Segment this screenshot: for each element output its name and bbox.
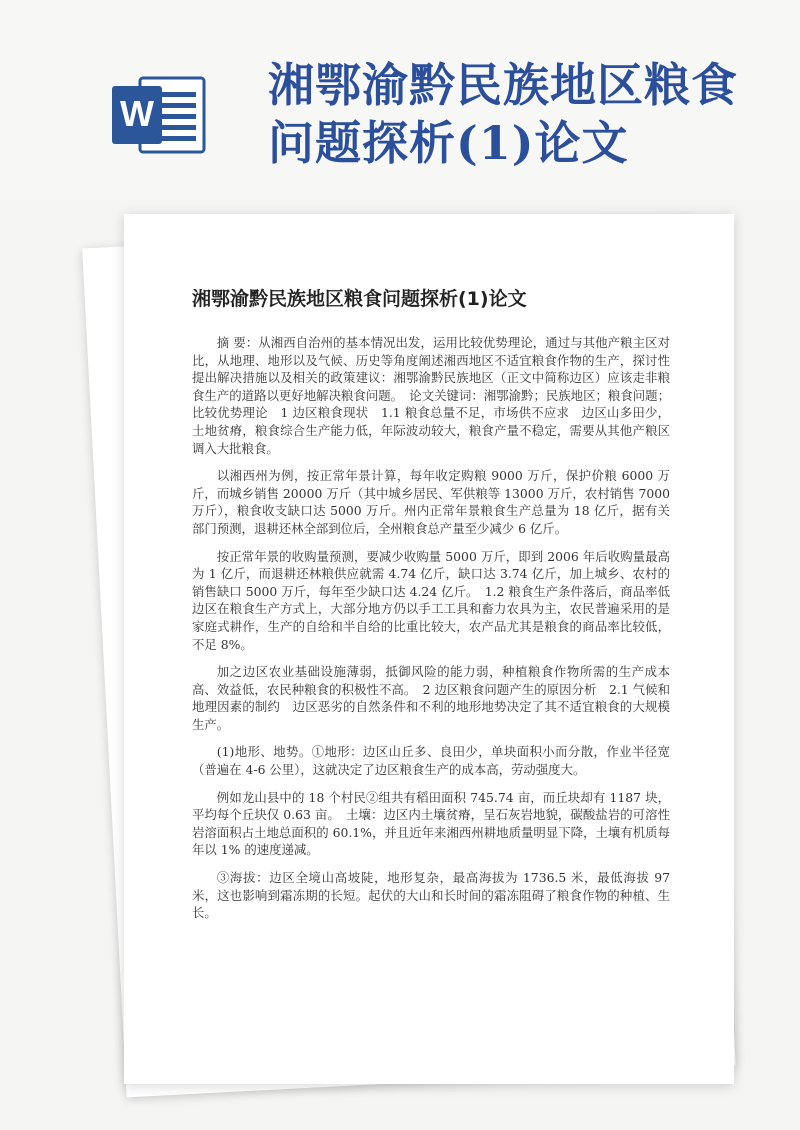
paragraph-abstract: 摘 要：从湘西自治州的基本情况出发，运用比较优势理论，通过与其他产粮主区对比，从地理、地形以及气候、历史等角度阐述湘西地区不适宜粮食作物的生产，探讨性提出解决措施以及相关的政策建议：湘鄂渝黔民族地区（正文中简称边区）应该走非粮食生产的道路以更好地解决粮食问题。 论文关键词：湘鄂渝黔；民族地区；粮食问题；比较优势理论 1 边区粮食现状 1.1 粮食总量不足，市场供不应求 边区山多田少，土地贫瘠，粮食综合生产能力低，年际波动较大，粮食产量不稳定，需要从其他产粮区调入大批粮食。 — [192, 335, 670, 456]
svg-text:W: W — [120, 93, 154, 134]
word-document-icon — [110, 72, 210, 158]
paragraph-causes: 加之边区农业基础设施薄弱，抵御风险的能力弱，种植粮食作物所需的生产成本高、效益低，农民种粮食的积极性不高。 2 边区粮食问题产生的原因分析 2.1 气候和地理因素的制约 边区恶劣的自然条件和不利的地形地势决定了其不适宜粮食的大规模生产。 — [192, 664, 670, 732]
paragraph-terrain: (1)地形、地势。①地形：边区山丘多、良田少，单块面积小而分散，作业半径宽（普遍在 4-6 公里），这就决定了边区粮食生产的成本高，劳动强度大。 — [192, 744, 670, 778]
document-title: 湘鄂渝黔民族地区粮食问题探析(1)论文 — [192, 288, 527, 310]
paragraph-altitude: ③海拔：边区全境山高坡陡，地形复杂，最高海拔为 1736.5 米，最低海拔 97 米，这也影响到霜冻期的长短。起伏的大山和长时间的霜冻阻碍了粮食作物的种植、生长。 — [192, 870, 670, 921]
page-header — [0, 0, 800, 200]
document-page — [124, 214, 734, 1084]
paragraph-xiangxi-example: 以湘西州为例，按正常年景计算，每年收定购粮 9000 万斤，保护价粮 6000 万斤，而城乡销售 20000 万斤（其中城乡居民、军供粮等 13000 万斤，农村销售 7000 万斤），粮食收支缺口达 5000 万斤。州内正常年景粮食生产总量为 18 亿斤，据有关部门预测，退耕还林全部到位后，全州粮食总产量至少减少 6 亿斤。 — [192, 468, 670, 536]
header-title: 湘鄂渝黔民族地区粮食问题探析(1)论文 — [268, 58, 738, 170]
paragraph-longshan-example: 例如龙山县中的 18 个村民②组共有稻田面积 745.74 亩，而丘块却有 1187 块，平均每个丘块仅 0.63 亩。 土壤：边区内土壤贫瘠，呈石灰岩地貌，碳酸盐岩的可溶性岩溶面积占土地总面积的 60.1%，并且近年来湘西州耕地质量明显下降，土壤有机质每年以 1% 的速度递减。 — [192, 789, 670, 858]
document-body — [192, 334, 683, 932]
paragraph-forecast: 按正常年景的收购量预测，要减少收购量 5000 万斤，即到 2006 年后收购量最高为 1 亿斤，而退耕还林粮供应就需 4.74 亿斤，缺口达 3.74 亿斤，加上城乡、农村的销售缺口 5000 万斤，每年至少缺口达 4.24 亿斤。 1.2 粮食生产条件落后，商品率低 边区在粮食生产方式上，大部分地方仍以手工工具和畜力农具为主，农民普遍采用的是家庭式耕作，生产的自给和半自给的比重比较大，农产品尤其是粮食的商品率比较低，不足 8%。 — [192, 548, 683, 652]
